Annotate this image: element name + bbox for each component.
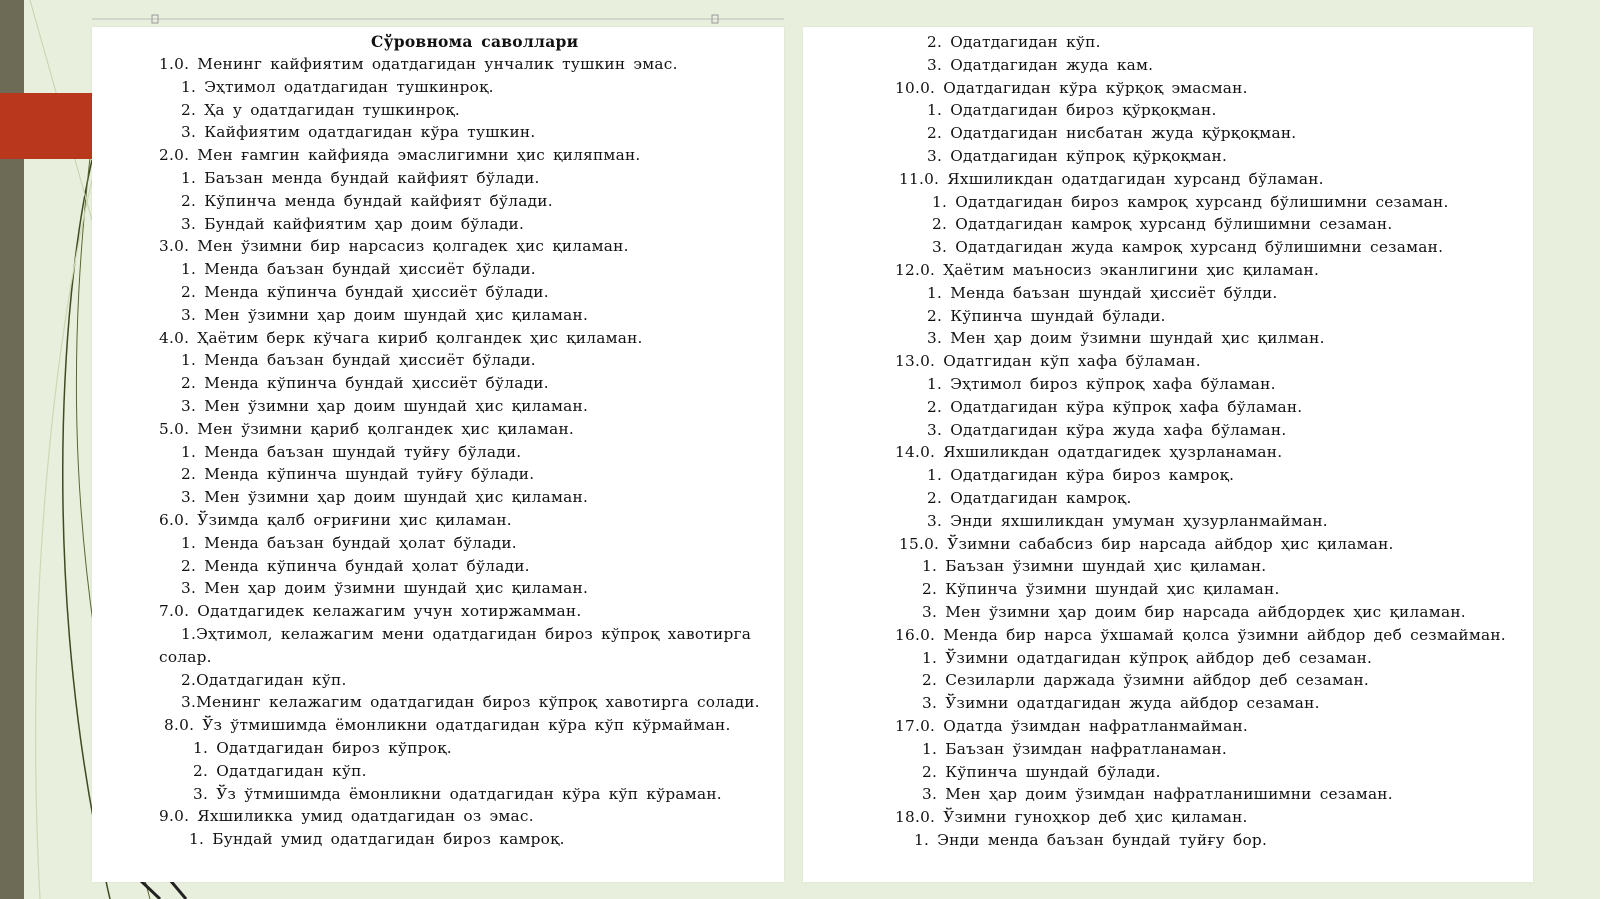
- question-line: 18.0. Ўзимни гуноҳкор деб ҳис қиламан.: [895, 808, 1248, 827]
- answer-line: 1. Ўзимни одатдагидан кўпроқ айбдор деб сезаман.: [922, 648, 1373, 667]
- question-line: 7.0. Одатдагидек келажагим учун хотиржамман.: [159, 602, 582, 621]
- answer-line: 2. Сезиларли даржада ўзимни айбдор деб сезаман.: [922, 671, 1370, 690]
- answer-line: 2. Одатдагидан кўп.: [927, 33, 1101, 51]
- question-line: 14.0. Яхшиликдан одатдагидек ҳузрланаман.: [895, 443, 1283, 462]
- answer-line: 2. Менда кўпинча бундай ҳиссиёт бўлади.: [181, 374, 549, 393]
- answer-line: 2. Ҳа у одатдагидан тушкинроқ.: [181, 100, 461, 119]
- answer-line: 3. Мен ўзимни ҳар доим бир нарсада айбдордек ҳис қиламан.: [922, 603, 1466, 621]
- answer-line: 3. Одатдагидан кўпроқ қўрқоқман.: [927, 147, 1228, 165]
- answer-line: 3. Энди яхшиликдан умуман ҳузурланмайман.: [927, 511, 1328, 530]
- accent-block: [0, 93, 92, 159]
- answer-line: 3. Мен ҳар доим ўзимдан нафратланишимни сезаман.: [922, 785, 1393, 804]
- question-line: 1.0. Менинг кайфиятим одатдагидан унчалик тушкин эмас.: [159, 55, 678, 73]
- answer-line: 2. Менда кўпинча бундай ҳиссиёт бўлади.: [181, 283, 549, 301]
- answer-line: 2. Кўпинча шундай бўлади.: [922, 762, 1161, 781]
- question-line: 10.0. Одатдагидан кўра кўрқоқ эмасман.: [895, 78, 1248, 97]
- answer-line: 3. Ўзимни одатдагидан жуда айбдор сезаман.: [922, 694, 1320, 713]
- question-line: 12.0. Ҳаётим маъносиз эканлигини ҳис қиламан.: [895, 261, 1320, 279]
- answer-line: 3. Бундай кайфиятим ҳар доим бўлади.: [181, 214, 525, 233]
- question-line: 9.0. Яхшиликка умид одатдагидан оз эмас.: [159, 807, 534, 826]
- answer-line: 2. Одатдагидан кўп.: [193, 761, 367, 780]
- question-line: 11.0. Яхшиликдан одатдагидан хурсанд бўламан.: [899, 169, 1324, 188]
- answer-line: 2. Менда кўпинча бундай ҳолат бўлади.: [181, 556, 530, 575]
- page-title: Сўровнома саволлари: [371, 32, 579, 51]
- answer-line: 2. Кўпинча ўзимни шундай ҳис қиламан.: [922, 580, 1280, 599]
- question-line: 5.0. Мен ўзимни қариб қолгандек ҳис қиламан.: [159, 419, 575, 438]
- question-line: 6.0. Ўзимда қалб оғриғини ҳис қиламан.: [159, 511, 512, 529]
- question-line: солар.: [159, 647, 212, 666]
- answer-line: 1. Энди менда баъзан бундай туйғу бор.: [914, 831, 1268, 849]
- answer-line: 1. Эҳтимол одатдагидан тушкинроқ.: [181, 77, 494, 96]
- answer-line: 3. Мен ҳар доим ўзимни шундай ҳис қилман.: [927, 329, 1325, 348]
- answer-line: 1. Эҳтимол бироз кўпроқ хафа бўламан.: [927, 375, 1276, 393]
- answer-line: 3. Мен ўзимни ҳар доим шундай ҳис қиламан.: [181, 305, 589, 324]
- document-page-right: [803, 27, 1533, 882]
- answer-line: 1.Эҳтимол, келажагим мени одатдагидан бироз кўпроқ хавотирга: [181, 625, 752, 643]
- document-page-left: [92, 27, 784, 882]
- answer-line: 1. Менда баъзан бундай ҳиссиёт бўлади.: [181, 260, 536, 279]
- answer-line: 1. Менда баъзан шундай ҳиссиёт бўлди.: [927, 283, 1278, 302]
- answer-line: 1. Баъзан ўзимни шундай ҳис қиламан.: [922, 557, 1267, 576]
- answer-line: 3. Мен ўзимни ҳар доим шундай ҳис қиламан.: [181, 397, 589, 415]
- answer-line: 2. Одатдагидан камроқ.: [927, 489, 1132, 507]
- answer-line: 1. Баъзан менда бундай кайфият бўлади.: [181, 169, 540, 187]
- answer-line: 2. Менда кўпинча шундай туйғу бўлади.: [181, 465, 535, 484]
- question-line: 2.0. Мен ғамгин кайфияда эмаслигимни ҳис қиляпман.: [159, 146, 641, 165]
- answer-line: 1. Менда баъзан бундай ҳолат бўлади.: [181, 533, 517, 552]
- answer-line: 1. Менда баъзан бундай ҳиссиёт бўлади.: [181, 351, 536, 370]
- answer-line: 3.Менинг келажагим одатдагидан бироз кўпроқ хавотирга солади.: [181, 693, 760, 712]
- question-line: 8.0. Ўз ўтмишимда ёмонликни одатдагидан кўра кўп кўрмайман.: [164, 716, 731, 735]
- question-line: 4.0. Ҳаётим берк кўчага кириб қолгандек ҳис қиламан.: [159, 328, 643, 347]
- answer-line: 3. Ўз ўтмишимда ёмонликни одатдагидан кўра кўп кўраман.: [193, 784, 722, 803]
- document-ruler: [92, 14, 784, 24]
- question-line: 17.0. Одатда ўзимдан нафратланмайман.: [895, 717, 1248, 735]
- question-line: 13.0. Одатгидан кўп хафа бўламан.: [895, 352, 1201, 371]
- answer-line: 1. Одатдагидан бироз кўпроқ.: [193, 739, 452, 757]
- answer-line: 2.Одатдагидан кўп.: [181, 670, 347, 689]
- answer-line: 1. Одатдагидан бироз камроқ хурсанд бўлишимни сезаман.: [932, 192, 1449, 211]
- answer-line: 2. Одатдагидан кўра кўпроқ хафа бўламан.: [927, 397, 1303, 416]
- answer-line: 3. Одатдагидан кўра жуда хафа бўламан.: [927, 420, 1287, 439]
- answer-line: 3. Мен ўзимни ҳар доим шундай ҳис қиламан.: [181, 488, 589, 507]
- answer-line: 1. Одатдагидан кўра бироз камроқ.: [927, 466, 1235, 485]
- question-line: 3.0. Мен ўзимни бир нарсасиз қолгадек ҳис қиламан.: [159, 237, 629, 256]
- answer-line: 1. Бундай умид одатдагидан бироз камроқ.: [189, 830, 565, 849]
- answer-line: 3. Одатдагидан жуда кам.: [927, 55, 1154, 74]
- question-line: 16.0. Менда бир нарса ўхшамай қолса ўзимни айбдор деб сезмайман.: [895, 625, 1506, 644]
- answer-line: 2. Одатдагидан камроқ хурсанд бўлишимни сезаман.: [932, 215, 1393, 234]
- question-line: 15.0. Ўзимни сабабсиз бир нарсада айбдор ҳис қиламан.: [899, 534, 1394, 553]
- answer-line: 2. Кўпинча менда бундай кайфият бўлади.: [181, 191, 553, 210]
- answer-line: 2. Кўпинча шундай бўлади.: [927, 306, 1166, 325]
- answer-line: 1. Менда баъзан шундай туйғу бўлади.: [181, 442, 522, 461]
- answer-line: 2. Одатдагидан нисбатан жуда қўрқоқман.: [927, 124, 1297, 143]
- answer-line: 1. Одатдагидан бироз қўрқоқман.: [927, 101, 1217, 120]
- answer-line: 1. Баъзан ўзимдан нафратланаман.: [922, 739, 1227, 758]
- answer-line: 3. Одатдагидан жуда камроқ хурсанд бўлишимни сезаман.: [932, 238, 1444, 257]
- answer-line: 3. Мен ҳар доим ўзимни шундай ҳис қиламан.: [181, 579, 589, 598]
- answer-line: 3. Кайфиятим одатдагидан кўра тушкин.: [181, 123, 536, 142]
